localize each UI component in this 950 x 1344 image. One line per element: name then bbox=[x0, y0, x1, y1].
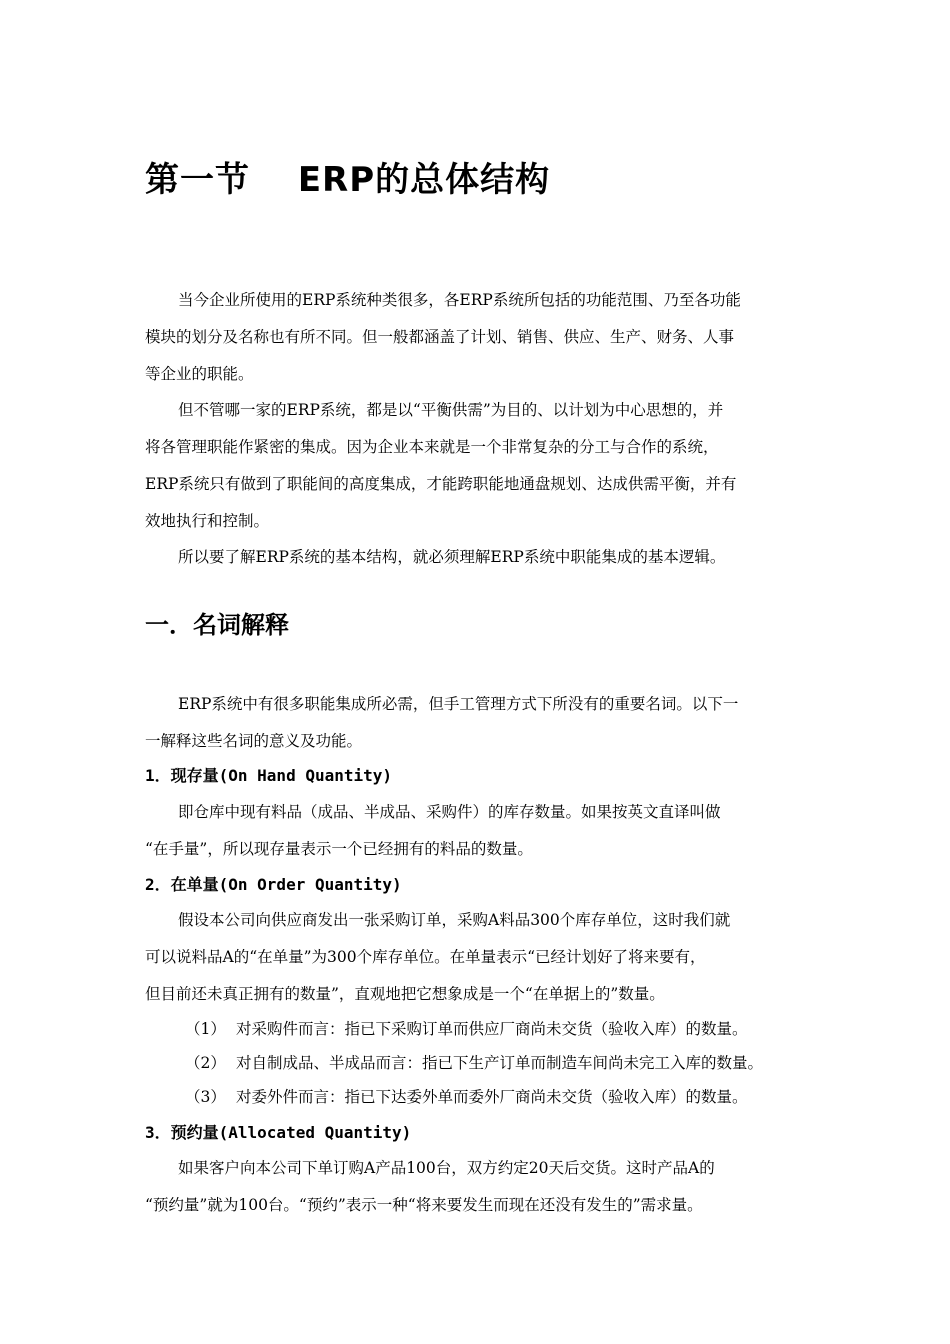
list-item-text: 对采购件而言：指已下采购订单而供应厂商尚未交货（验收入库）的数量。 bbox=[236, 1020, 748, 1038]
list-item-number: （3） bbox=[185, 1088, 226, 1106]
paragraph-line: 如果客户向本公司下单订购A产品100台，双方约定20天后交货。这时产品A的 bbox=[178, 1159, 715, 1177]
paragraph-line: “在手量”，所以现存量表示一个已经拥有的料品的数量。 bbox=[145, 840, 533, 858]
paragraph-line: 但目前还未真正拥有的数量”，直观地把它想象成是一个“在单据上的”数量。 bbox=[145, 985, 665, 1003]
paragraph-line: ERP系统中有很多职能集成所必需，但手工管理方式下所没有的重要名词。以下一 bbox=[178, 695, 739, 713]
paragraph-line: 但不管哪一家的ERP系统，都是以“平衡供需”为目的、以计划为中心思想的，并 bbox=[178, 401, 724, 419]
paragraph-line: 效地执行和控制。 bbox=[145, 512, 270, 530]
paragraph-line: 可以说料品A的“在单量”为300个库存单位。在单量表示“已经计划好了将来要有， bbox=[145, 948, 706, 966]
paragraph-line: 一解释这些名词的意义及功能。 bbox=[145, 732, 363, 750]
list-item-number: （2） bbox=[185, 1054, 226, 1072]
section-heading: 一．名词解释 bbox=[145, 611, 289, 639]
paragraph-line: 假设本公司向供应商发出一张采购订单，采购A料品300个库存单位，这时我们就 bbox=[178, 911, 731, 929]
paragraph-line: 将各管理职能作紧密的集成。因为企业本来就是一个非常复杂的分工与合作的系统， bbox=[145, 438, 719, 456]
paragraph-line: ERP系统只有做到了职能间的高度集成，才能跨职能地通盘规划、达成供需平衡，并有 bbox=[145, 475, 737, 493]
term-heading: 2．在单量(On Order Quantity) bbox=[145, 875, 402, 894]
paragraph-line: “预约量”就为100台。“预约”表示一种“将来要发生而现在还没有发生的”需求量。 bbox=[145, 1196, 703, 1214]
paragraph-line: 当今企业所使用的ERP系统种类很多，各ERP系统所包括的功能范围、乃至各功能 bbox=[178, 291, 741, 309]
term-heading: 1．现存量(On Hand Quantity) bbox=[145, 766, 393, 785]
list-item-number: （1） bbox=[185, 1020, 226, 1038]
paragraph-line: 所以要了解ERP系统的基本结构，就必须理解ERP系统中职能集成的基本逻辑。 bbox=[178, 548, 726, 566]
paragraph-line: 等企业的职能。 bbox=[145, 365, 254, 383]
paragraph-line: 即仓库中现有料品（成品、半成品、采购件）的库存数量。如果按英文直译叫做 bbox=[178, 803, 721, 821]
page-title: 第一节 ERP的总体结构 bbox=[145, 160, 551, 200]
paragraph-line: 模块的划分及名称也有所不同。但一般都涵盖了计划、销售、供应、生产、财务、人事 bbox=[145, 328, 735, 346]
list-item-text: 对委外件而言：指已下达委外单而委外厂商尚未交货（验收入库）的数量。 bbox=[236, 1088, 748, 1106]
list-item-text: 对自制成品、半成品而言：指已下生产订单而制造车间尚未完工入库的数量。 bbox=[236, 1054, 764, 1072]
term-heading: 3．预约量(Allocated Quantity) bbox=[145, 1123, 412, 1142]
